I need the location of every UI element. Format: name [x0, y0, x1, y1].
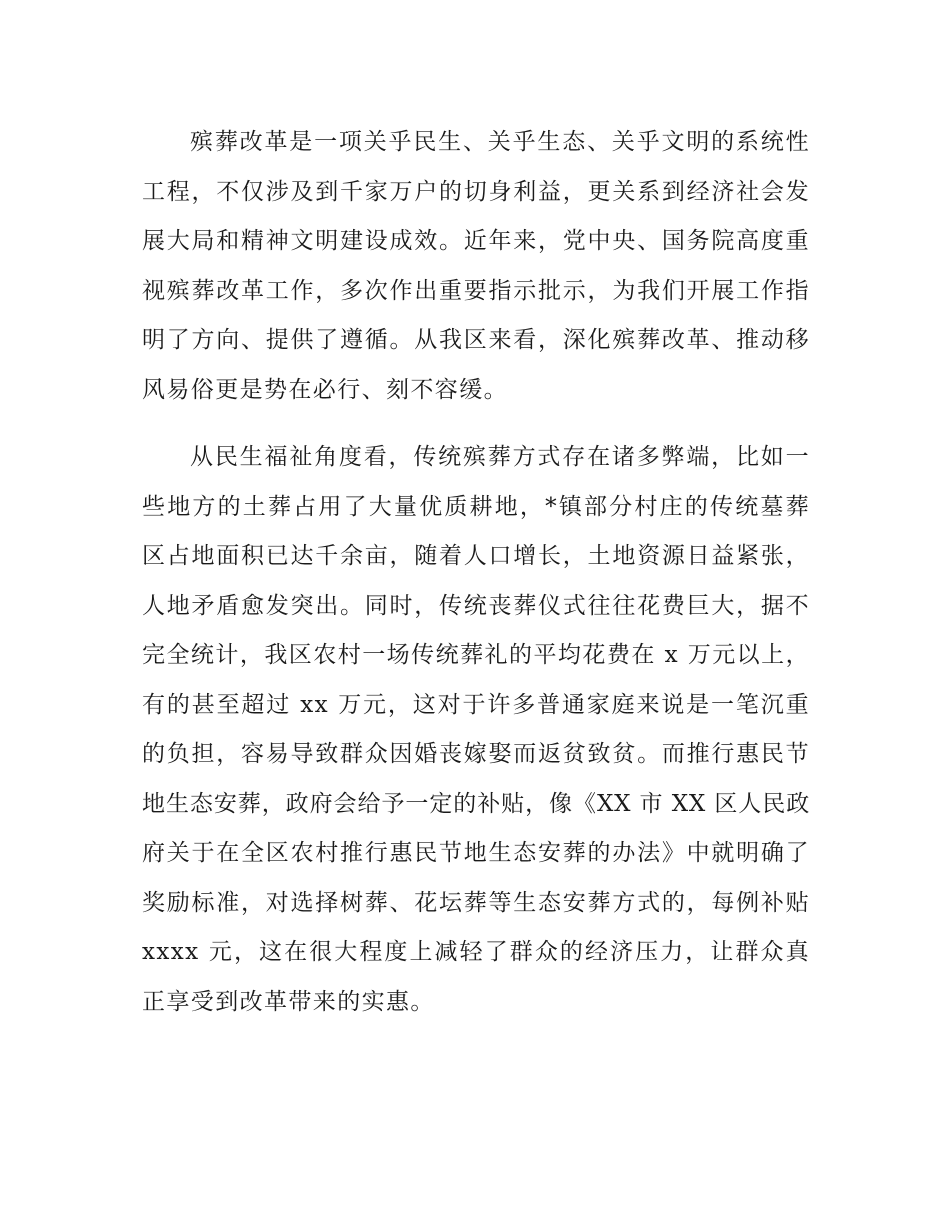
paragraph-line: 些地方的土葬占用了大量优质耕地，*镇部分村庄的传统墓葬 [142, 493, 810, 520]
paragraph-line: xxxx 元，这在很大程度上减轻了群众的经济压力，让群众真 [142, 939, 810, 965]
paragraph-line: 区占地面积已达千余亩，随着人口增长，土地资源日益紧张， [142, 543, 810, 569]
paragraph-line: 工程，不仅涉及到千家万户的切身利益，更关系到经济社会发 [142, 178, 810, 205]
paragraph-line: 殡葬改革是一项关乎民生、关乎生态、关乎文明的系统性 [190, 129, 810, 155]
paragraph-line: 明了方向、提供了遵循。从我区来看，深化殡葬改革、推动移 [142, 327, 810, 353]
paragraph-1 [142, 118, 810, 415]
paragraph-line: 视殡葬改革工作，多次作出重要指示批示，为我们开展工作指 [142, 277, 810, 304]
paragraph-2 [142, 433, 810, 1027]
paragraph-line: 风易俗更是势在必行、刻不容缓。 [142, 376, 508, 403]
paragraph-line: 从民生福祉角度看，传统殡葬方式存在诸多弊端，比如一 [190, 444, 810, 470]
paragraph-line: 府关于在全区农村推行惠民节地生态安葬的办法》中就明确了 [142, 840, 810, 866]
paragraph-line: 完全统计，我区农村一场传统葬礼的平均花费在 x 万元以上， [142, 642, 810, 668]
paragraph-line: 人地矛盾愈发突出。同时，传统丧葬仪式往往花费巨大，据不 [142, 592, 810, 619]
paragraph-line: 正享受到改革带来的实惠。 [142, 988, 435, 1015]
paragraph-line: 展大局和精神文明建设成效。近年来，党中央、国务院高度重 [142, 228, 810, 254]
paragraph-line: 有的甚至超过 xx 万元，这对于许多普通家庭来说是一笔沉重 [142, 691, 810, 718]
paragraph-line: 地生态安葬，政府会给予一定的补贴，像《XX 市 XX 区人民政 [142, 790, 810, 817]
paragraph-line: 奖励标准，对选择树葬、花坛葬等生态安葬方式的，每例补贴 [142, 889, 810, 916]
paragraph-line: 的负担，容易导致群众因婚丧嫁娶而返贫致贫。而推行惠民节 [142, 741, 810, 767]
